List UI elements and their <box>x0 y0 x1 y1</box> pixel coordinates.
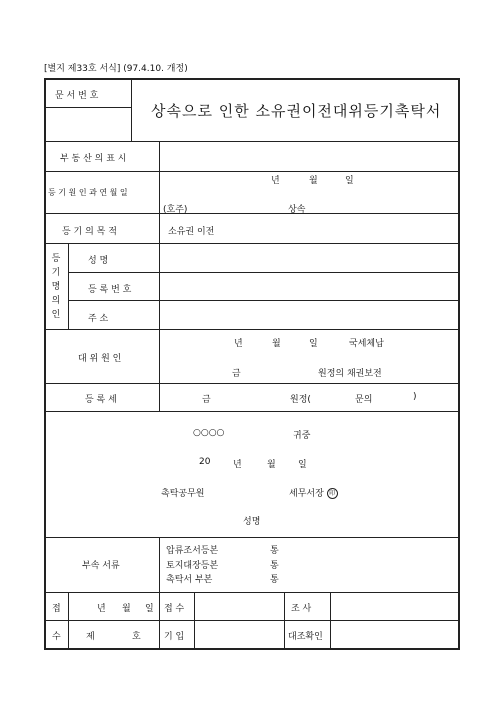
holder-label-char: 인 <box>51 310 61 320</box>
commissioned-official: 촉탁공무원 <box>161 489 205 499</box>
subrogation-amount: 금 <box>232 369 241 379</box>
household-note: (호주) <box>163 205 188 215</box>
inspection-label: 조 사 <box>291 604 312 614</box>
receipt-label-bottom: 수 <box>52 632 61 642</box>
property-label: 부 동 산 의 표 시 <box>60 154 127 164</box>
registration-tax-close: ) <box>413 392 417 402</box>
row-divider <box>44 383 460 384</box>
attachment-unit: 통 <box>270 546 279 556</box>
col-divider <box>68 243 69 329</box>
subrogation-tax: 국세체납 <box>349 339 384 349</box>
registration-tax-label: 등 록 세 <box>85 395 117 405</box>
addressee-suffix: 귀중 <box>293 431 311 441</box>
col-divider <box>284 592 285 648</box>
date-day: 일 <box>298 460 307 470</box>
cause-month: 월 <box>309 176 318 186</box>
row-divider <box>44 107 131 108</box>
row-divider <box>44 141 460 142</box>
entry-label: 기 입 <box>164 632 185 642</box>
purpose-value: 소유권 이전 <box>168 227 215 237</box>
row-divider <box>44 329 460 330</box>
cause-date-label: 등 기 원 인 과 연 월 일 <box>48 188 128 197</box>
cause-year: 년 <box>271 176 280 186</box>
attachment-name: 토지대장등본 <box>166 561 219 571</box>
col-divider <box>68 592 69 648</box>
receipt-label-top: 접 <box>52 604 61 614</box>
holder-label-char: 등 <box>51 254 61 264</box>
row-divider <box>44 620 460 621</box>
row-divider <box>44 537 460 538</box>
holder-label-char: 기 <box>51 268 61 278</box>
holder-label-char: 의 <box>51 296 61 306</box>
date-month: 월 <box>267 460 276 470</box>
inheritance-text: 상속 <box>288 205 306 215</box>
registration-tax-text: 문의 <box>355 395 373 405</box>
row-divider <box>44 213 460 214</box>
col-divider <box>330 592 331 648</box>
subrogation-month: 월 <box>272 339 281 349</box>
form-header-note: [별지 제33호 서식] (97.4.10. 개정) <box>44 64 188 74</box>
attachment-unit: 통 <box>270 561 279 571</box>
holder-regno-label: 등 록 번 호 <box>88 285 132 295</box>
row-divider <box>44 171 460 172</box>
registration-tax-won: 원정( <box>290 395 311 405</box>
subrogation-day: 일 <box>309 339 318 349</box>
attachment-unit: 통 <box>270 575 279 585</box>
col-divider <box>194 592 195 648</box>
row-divider <box>44 592 460 593</box>
receipt-number-suffix: 호 <box>132 632 141 642</box>
col-divider <box>131 78 132 141</box>
page-title: 상속으로 인한 소유권이전대위등기촉탁서 <box>151 102 442 120</box>
date-prefix: 20 <box>199 457 211 467</box>
seal-icon: 印 <box>327 488 338 499</box>
attachments-label: 부속 서류 <box>82 561 120 571</box>
tax-office-head-label: 세무서장 <box>289 489 324 499</box>
table-border-left <box>44 78 46 649</box>
date-year: 년 <box>233 460 242 470</box>
receipt-day: 일 <box>145 604 154 614</box>
signature-label: 성명 <box>243 517 261 527</box>
attachment-name: 촉탁서 부본 <box>166 575 213 585</box>
col-divider <box>159 592 160 648</box>
holder-address-label: 주 소 <box>88 314 109 324</box>
subrogation-year: 년 <box>234 339 243 349</box>
col-divider <box>159 537 160 592</box>
receipt-year: 년 <box>97 604 106 614</box>
holder-name-label: 성 명 <box>88 256 109 266</box>
holder-section-label <box>51 252 61 322</box>
purpose-label: 등 기 의 목 적 <box>62 227 117 237</box>
tax-office-head <box>289 486 338 499</box>
cause-day: 일 <box>345 176 354 186</box>
registration-tax-amount: 금 <box>202 395 211 405</box>
subrogation-label: 대 위 원 인 <box>78 354 122 364</box>
attachment-name: 압류조서등본 <box>166 546 219 556</box>
col-divider <box>159 141 160 411</box>
addressee: ○○○○ <box>193 428 225 438</box>
holder-label-char: 명 <box>51 282 61 292</box>
row-divider <box>68 300 460 301</box>
row-divider <box>68 272 460 273</box>
table-border-right <box>458 78 460 649</box>
doc-number-label: 문 서 번 호 <box>55 91 99 101</box>
table-border-top <box>44 78 460 80</box>
row-divider <box>44 243 460 244</box>
cross-check-label: 대조확인 <box>288 632 323 642</box>
table-border-bottom <box>44 648 460 650</box>
subrogation-claim: 원정의 채권보전 <box>318 369 382 379</box>
receipt-mid-label: 접 수 <box>164 604 185 614</box>
row-divider <box>44 411 460 412</box>
receipt-number-prefix: 제 <box>86 632 95 642</box>
receipt-month: 월 <box>122 604 131 614</box>
